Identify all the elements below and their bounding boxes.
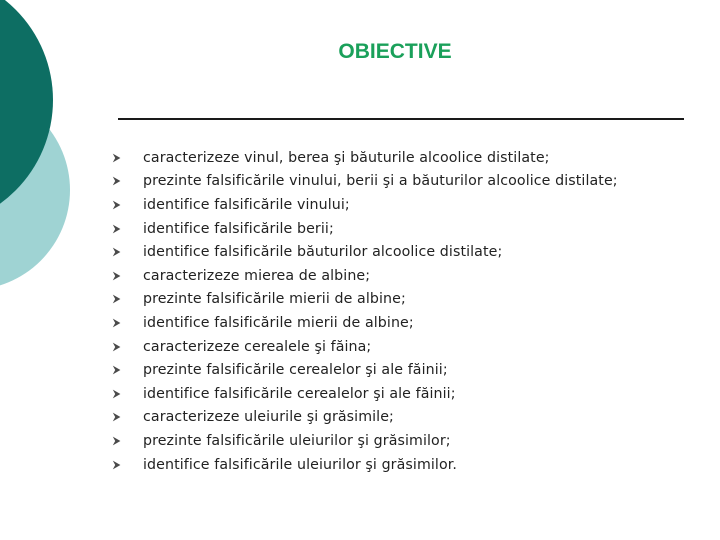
objective-item [112,264,618,288]
title-divider [118,118,684,120]
objective-text: identifice falsificările uleiurilor şi grăsimilor. [143,456,457,473]
arrow-bullet-icon [112,436,143,446]
arrow-bullet-icon [112,294,143,304]
arrow-bullet-icon [112,389,143,399]
objective-item [112,146,618,170]
arrow-bullet-icon [112,318,143,328]
objective-text: identifice falsificările băuturilor alcoolice distilate; [143,244,503,261]
objective-item [112,240,618,264]
objective-text: caracterizeze uleiurile şi grăsimile; [143,409,394,426]
slide-title: OBIECTIVE [338,40,452,63]
objective-text: prezinte falsificările cerealelor şi ale făinii; [143,362,448,379]
objective-item [112,453,618,477]
objective-item [112,358,618,382]
arrow-bullet-icon [112,200,143,210]
decorative-circles [0,0,80,300]
arrow-bullet-icon [112,365,143,375]
objective-item [112,217,618,241]
objective-text: prezinte falsificările uleiurilor şi grăsimilor; [143,432,451,449]
objective-text: prezinte falsificările vinului, berii şi a băuturilor alcoolice distilate; [143,173,618,190]
objectives-list [112,146,618,476]
objective-item [112,170,618,194]
objective-text: identifice falsificările berii; [143,220,334,237]
objective-text: identifice falsificările mierii de albine; [143,314,414,331]
objective-text: caracterizeze mierea de albine; [143,267,371,284]
arrow-bullet-icon [112,460,143,470]
objective-item [112,429,618,453]
arrow-bullet-icon [112,224,143,234]
objective-text: caracterizeze vinul, berea şi băuturile alcoolice distilate; [143,149,550,166]
arrow-bullet-icon [112,271,143,281]
objective-item [112,335,618,359]
arrow-bullet-icon [112,153,143,163]
arrow-bullet-icon [112,247,143,257]
objective-item [112,311,618,335]
objective-text: prezinte falsificările mierii de albine; [143,291,406,308]
objective-text: identifice falsificările vinului; [143,196,350,213]
objective-item [112,406,618,430]
arrow-bullet-icon [112,176,143,186]
objective-item [112,193,618,217]
arrow-bullet-icon [112,342,143,352]
objective-item [112,382,618,406]
arrow-bullet-icon [112,412,143,422]
objective-text: caracterizeze cerealele şi făina; [143,338,372,355]
objective-text: identifice falsificările cerealelor şi ale făinii; [143,385,456,402]
objective-item [112,288,618,312]
